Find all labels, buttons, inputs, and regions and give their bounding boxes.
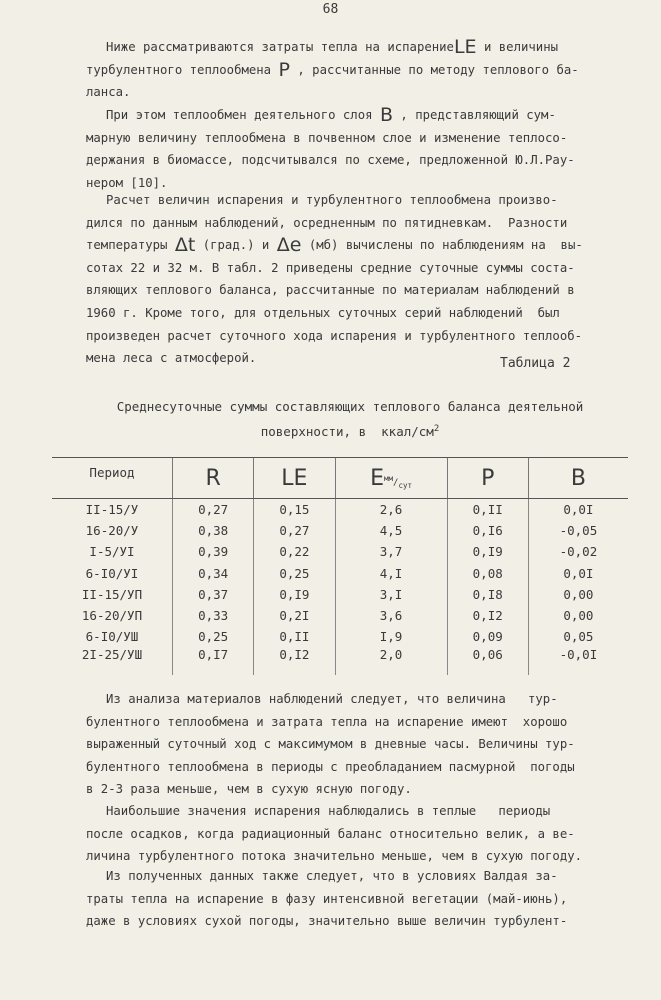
cell-period: 16-20/У — [85, 523, 139, 539]
cell-le: 0,22 — [254, 541, 335, 562]
cell-e: 3,I — [335, 584, 447, 605]
symbol-delta-t: Δt — [174, 234, 196, 257]
table-row — [52, 563, 628, 584]
cell-le: 0,I2 — [254, 647, 335, 675]
cell-b: 0,0I — [528, 499, 628, 521]
e-unit: $^{мм}/_{сут}$ — [383, 473, 412, 490]
cell-e: 3,7 — [335, 541, 447, 562]
cell-r: 0,I7 — [173, 647, 254, 675]
table-label: Таблица 2 — [500, 356, 571, 371]
symbol-LE: LE — [453, 36, 477, 58]
cell-p: 0,II — [447, 499, 528, 521]
cell-p: 0,I6 — [447, 520, 528, 541]
table-row — [52, 647, 628, 675]
cell-r: 0,33 — [173, 605, 254, 626]
paragraph-6: Из полученных данных также следует, что в условиях Валдая за- траты тепла на испарение в фазу интенсивной вегетации (май-июнь), даже в условиях сухой погоды, значительно выше величин турбулент- — [86, 869, 568, 929]
cell-e: 4,I — [335, 563, 447, 584]
cell-le: 0,25 — [254, 563, 335, 584]
table-row — [52, 499, 628, 521]
heat-balance-table — [52, 457, 628, 675]
table-row — [52, 541, 628, 562]
table-caption: Среднесуточные суммы составляющих теплового баланса деятельной поверхности, в ккал/$см^2$ — [116, 399, 584, 440]
cell-b: -0,02 — [528, 541, 628, 562]
cell-p: 0,09 — [447, 626, 528, 647]
symbol-B: B — [379, 104, 393, 126]
cell-le: 0,27 — [254, 520, 335, 541]
paragraph-3: Расчет величин испарения и турбулентного теплообмена произво- дился по данным наблюдений, осредненным по пятидневкам. Разности температуры Δt (град.) и Δe (мб) вычислены по наблюдениям на вы- сотах 22 и 32 м. В табл. 2 приведены средние суточные суммы соста- вляющих теплового баланса, рассчитанные по материалам наблюдений в 1960 г. Кроме того, для отдельных суточных серий наблюдений был произведен расчет суточного хода испарения и турбулентного теплооб- мена леса с атмосферой. — [86, 193, 583, 366]
cell-r: 0,25 — [173, 626, 254, 647]
cell-e: I,9 — [335, 626, 447, 647]
cell-p: 0,I8 — [447, 584, 528, 605]
header-B: B — [528, 458, 628, 499]
header-R: R — [173, 458, 254, 499]
header-LE: LE — [254, 458, 335, 499]
cell-b: 0,00 — [528, 605, 628, 626]
paragraph-5: Наибольшие значения испарения наблюдались в теплые периоды после осадков, когда радиационный баланс относительно велик, а ве- личина турбулентного потока значительно меньше, чем в сухую погоду. — [86, 804, 583, 864]
cell-le: 0,2I — [254, 605, 335, 626]
paragraph-1: Ниже рассматриваются затраты тепла на испарениеLE и величины турбулентного теплообмена P , рассчитанные по методу теплового ба- ланса. — [86, 36, 579, 100]
cell-period: II-15/У — [85, 502, 139, 518]
paragraph-4: Из анализа материалов наблюдений следует, что величина тур- булентного теплообмена и затрата тепла на испарение имеют хорошо выраженный суточный ход с максимумом в дневные часы. Величины тур- булентного теплообмена в периоды с преобладанием пасмурной погоды в 2-3 раза меньше, чем в сухую ясную погоду. — [86, 692, 575, 797]
cell-le: 0,I9 — [254, 584, 335, 605]
table-row — [52, 584, 628, 605]
cell-period: I-5/УI — [89, 544, 135, 560]
cell-b: 0,05 — [528, 626, 628, 647]
cell-period: II-15/УП — [81, 586, 143, 602]
cell-e: 2,0 — [335, 647, 447, 675]
table-row — [52, 626, 628, 647]
cell-period: 16-20/УП — [81, 608, 143, 624]
table-body — [52, 499, 628, 676]
symbol-delta-e: Δe — [276, 234, 302, 257]
header-E: $E^{мм}/_{сут}$ — [335, 458, 447, 499]
symbol-P: P — [278, 58, 290, 81]
cell-period: 6-I0/УШ — [85, 629, 139, 645]
table-row — [52, 520, 628, 541]
cell-le: 0,II — [254, 626, 335, 647]
cell-r: 0,27 — [173, 499, 254, 521]
cell-b: -0,05 — [528, 520, 628, 541]
paragraph-2: При этом теплообмен деятельного слоя B , представляющий сум- марную величину теплообмена в почвенном слое и изменение теплосо- держания в биомассе, подсчитывался по схеме, предложенной Ю.Л.Рау- нером [10]. — [86, 104, 575, 190]
table-header-row — [52, 458, 628, 499]
cell-p: 0,08 — [447, 563, 528, 584]
cell-p: 0,I9 — [447, 541, 528, 562]
cell-r: 0,37 — [173, 584, 254, 605]
cell-b: 0,0I — [528, 563, 628, 584]
header-P: P — [447, 458, 528, 499]
page-number: 68 — [322, 2, 339, 17]
cell-p: 0,06 — [447, 647, 528, 675]
cell-r: 0,39 — [173, 541, 254, 562]
cell-period: 2I-25/УШ — [81, 647, 143, 663]
cell-e: 3,6 — [335, 605, 447, 626]
cell-e: 2,6 — [335, 499, 447, 521]
cell-b: 0,00 — [528, 584, 628, 605]
cell-p: 0,I2 — [447, 605, 528, 626]
cell-e: 4,5 — [335, 520, 447, 541]
header-period: Период — [52, 458, 173, 499]
cell-le: 0,15 — [254, 499, 335, 521]
cell-period: 6-I0/УI — [85, 565, 139, 581]
cell-r: 0,38 — [173, 520, 254, 541]
cell-b: -0,0I — [528, 647, 628, 675]
table-row — [52, 605, 628, 626]
cell-r: 0,34 — [173, 563, 254, 584]
